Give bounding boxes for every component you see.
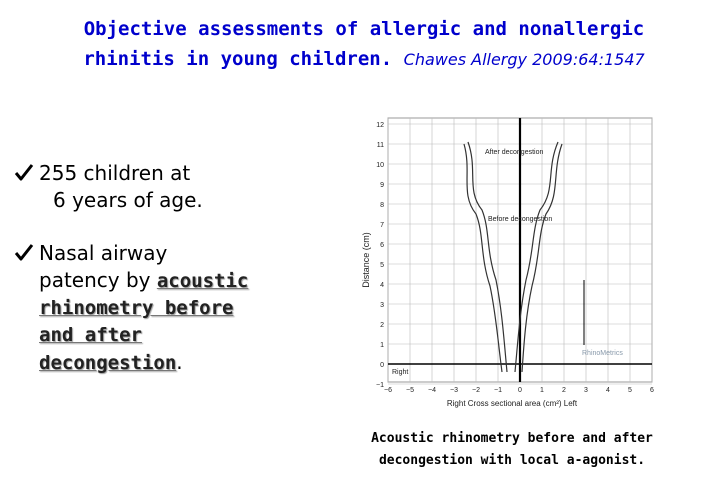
x-tick-label: −2 bbox=[472, 387, 480, 394]
y-axis-label: Distance (cm) bbox=[361, 232, 371, 288]
rhinometry-curve bbox=[515, 142, 558, 372]
x-tick-label: −1 bbox=[494, 387, 502, 394]
title-citation: Chawes Allergy 2009:64:1547 bbox=[403, 50, 645, 69]
bullet-2-decongestion: decongestion bbox=[39, 352, 177, 374]
annotation-after-decongestion: After decongestion bbox=[485, 149, 544, 156]
x-tick-label: −5 bbox=[406, 387, 414, 394]
y-tick-label: 2 bbox=[380, 322, 384, 329]
y-tick-label: 5 bbox=[380, 262, 384, 269]
y-tick-label: 10 bbox=[376, 162, 384, 169]
right-side-label: Right bbox=[392, 369, 409, 376]
slide-title bbox=[0, 14, 728, 75]
x-tick-label: 0 bbox=[518, 387, 522, 394]
bullet-2-plain: patency by bbox=[39, 268, 157, 292]
bullet-2-line-5 bbox=[39, 349, 282, 377]
y-tick-label: 12 bbox=[376, 122, 384, 129]
x-tick-label: 1 bbox=[540, 387, 544, 394]
y-tick-label: 6 bbox=[380, 242, 384, 249]
rhinometry-plot bbox=[360, 110, 660, 410]
caption-line-2: decongestion with local a-agonist. bbox=[378, 453, 646, 468]
bullet-2-line-3: rhinometry before bbox=[39, 297, 234, 319]
y-tick-label: 0 bbox=[380, 362, 384, 369]
rhinometrics-watermark: RhinoMetrics bbox=[582, 350, 623, 357]
y-tick-label: −1 bbox=[376, 382, 384, 389]
title-line-2 bbox=[0, 44, 728, 75]
bullet-list bbox=[12, 160, 282, 377]
bullet-2-line-4: and after bbox=[39, 324, 142, 346]
x-tick-label: −6 bbox=[384, 387, 392, 394]
y-tick-label: 4 bbox=[380, 282, 384, 289]
x-tick-label: 4 bbox=[606, 387, 610, 394]
bullet-1-line-2: 6 years of age. bbox=[53, 188, 203, 212]
bullet-2-line-1: Nasal airway bbox=[39, 241, 168, 265]
x-tick-label: −4 bbox=[428, 387, 436, 394]
y-tick-label: 9 bbox=[380, 182, 384, 189]
checkmark-icon bbox=[14, 242, 34, 269]
bullet-2-period: . bbox=[176, 350, 183, 374]
x-tick-label: 5 bbox=[628, 387, 632, 394]
y-tick-label: 8 bbox=[380, 202, 384, 209]
bullet-1-line-1: 255 children at bbox=[39, 161, 191, 185]
figure-caption bbox=[352, 428, 672, 472]
x-tick-label: 6 bbox=[650, 387, 654, 394]
x-tick-label: −3 bbox=[450, 387, 458, 394]
bullet-item-children bbox=[12, 160, 282, 214]
x-tick-label: 2 bbox=[562, 387, 566, 394]
rhinometry-figure bbox=[360, 110, 660, 410]
x-tick-label: 3 bbox=[584, 387, 588, 394]
title-line-2-text: rhinitis in young children bbox=[83, 48, 381, 70]
bullet-item-rhinometry bbox=[12, 240, 282, 377]
x-axis-label: Right Cross sectional area (cm²) Left bbox=[446, 399, 578, 408]
caption-line-1: Acoustic rhinometry before and after bbox=[371, 431, 653, 446]
annotation-before-decongestion: Before decongestion bbox=[488, 216, 553, 223]
title-period: . bbox=[380, 48, 393, 70]
rhinometry-curve bbox=[468, 142, 507, 372]
y-tick-label: 11 bbox=[376, 142, 384, 149]
y-tick-label: 7 bbox=[380, 222, 384, 229]
rhinometry-curve bbox=[464, 144, 502, 372]
y-tick-label: 3 bbox=[380, 302, 384, 309]
title-line-1: Objective assessments of allergic and nonallergic bbox=[83, 18, 645, 40]
y-tick-label: 1 bbox=[380, 342, 384, 349]
checkmark-icon bbox=[14, 162, 34, 189]
bullet-2-line-2 bbox=[39, 267, 282, 295]
bullet-2-highlight: acoustic bbox=[156, 270, 249, 292]
